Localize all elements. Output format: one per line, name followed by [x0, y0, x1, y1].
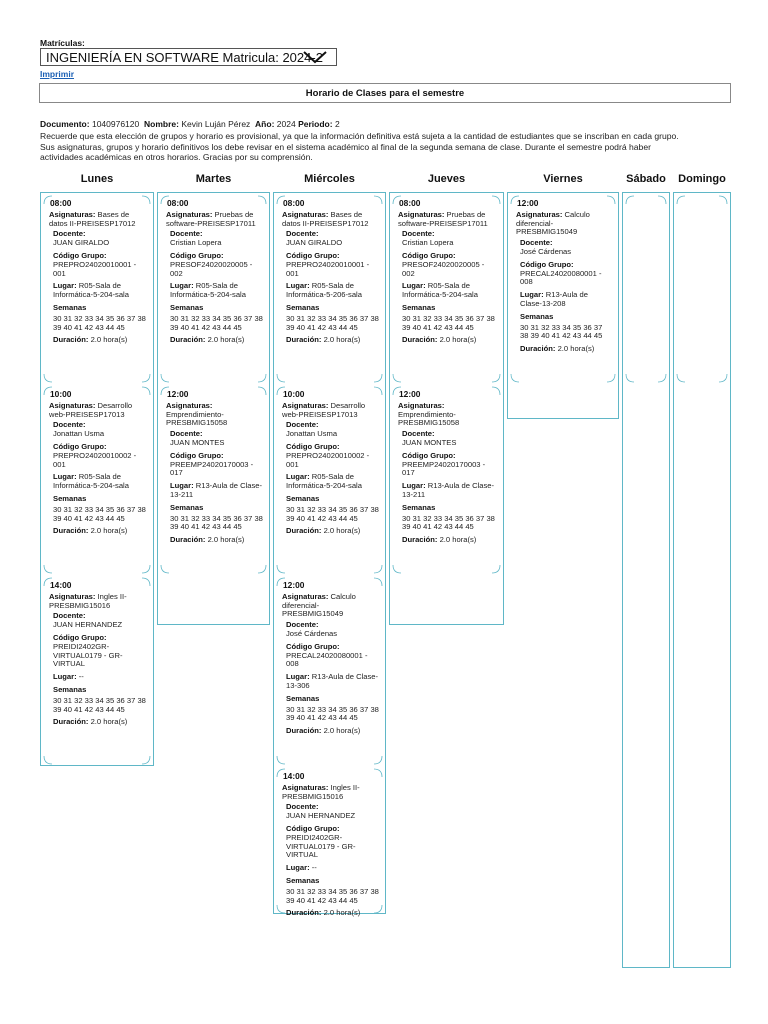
- duracion-field: [286, 727, 379, 736]
- semanas-label: Semanas: [53, 493, 87, 503]
- asignatura-field: [516, 211, 612, 237]
- docente-value: JUAN GIRALDO: [53, 238, 110, 248]
- duracion-value: 2.0 hora(s): [90, 335, 128, 345]
- day-column-lunes: [40, 192, 154, 766]
- semanas-field: [520, 313, 612, 341]
- semanas-label: Semanas: [53, 684, 87, 694]
- duracion-field: [520, 345, 612, 354]
- lugar-value: R05-Sala de Informática-5-206-sala: [286, 281, 362, 300]
- codigo-label: Código Grupo:: [402, 450, 456, 460]
- docente-label: Docente:: [286, 420, 319, 430]
- asignatura-value: Ingles II-PRESBMIG15016: [282, 782, 360, 801]
- codigo-label: Código Grupo:: [286, 823, 340, 833]
- asignatura-value: Ingles II-PRESBMIG15016: [49, 591, 127, 610]
- duracion-value: 2.0 hora(s): [439, 335, 477, 345]
- class-time: 14:00: [283, 771, 305, 781]
- lugar-label: Lugar:: [286, 863, 310, 873]
- asignatura-value: Emprendimiento-PRESBMIG15058: [398, 409, 460, 428]
- docente-field: [53, 612, 147, 630]
- docente-value: JUAN HERNANDEZ: [53, 620, 123, 630]
- docente-label: Docente:: [286, 229, 319, 239]
- duracion-field: [53, 718, 147, 727]
- duracion-value: 2.0 hora(s): [323, 726, 361, 736]
- semanas-label: Semanas: [520, 311, 554, 321]
- semanas-label: Semanas: [170, 302, 204, 312]
- class-entry[interactable]: [41, 390, 153, 536]
- print-link[interactable]: Imprimir: [40, 69, 75, 79]
- day-header-miercoles: Miércoles: [304, 173, 355, 185]
- column-border-ornament: [623, 193, 669, 967]
- duracion-value: 2.0 hora(s): [90, 717, 128, 727]
- codigo-label: Código Grupo:: [402, 250, 456, 260]
- semanas-value: 30 31 32 33 34 35 36 37 38 39 40 41 42 43 44 45: [53, 313, 146, 332]
- docente-value: Jonattan Usma: [286, 429, 338, 439]
- codigo-field: [402, 452, 497, 478]
- day-column-jueves: [389, 192, 504, 625]
- page-title: Horario de Clases para el semestre: [39, 83, 731, 103]
- duracion-label: Duración:: [170, 335, 206, 345]
- lugar-field: [286, 864, 379, 873]
- semanas-field: [53, 304, 147, 332]
- docente-value: JUAN MONTES: [170, 437, 225, 447]
- codigo-field: [286, 252, 379, 278]
- docente-field: [286, 621, 379, 639]
- class-time: 12:00: [283, 580, 305, 590]
- asignatura-field: [166, 211, 263, 229]
- asignaturas-label: Asignaturas:: [166, 400, 213, 410]
- asignatura-value: Calculo diferencial-PRESBMIG15049: [282, 591, 356, 619]
- duracion-value: 2.0 hora(s): [557, 344, 595, 354]
- asignatura-value: Calculo diferencial-PRESBMIG15049: [516, 209, 590, 237]
- docente-value: Cristian Lopera: [402, 238, 454, 248]
- asignaturas-label: Asignaturas:: [49, 209, 96, 219]
- docente-label: Docente:: [53, 229, 86, 239]
- duracion-label: Duración:: [53, 335, 89, 345]
- asignatura-field: [398, 211, 497, 229]
- codigo-value: PREIDI2402GR-VIRTUAL0179 - GR-VIRTUAL: [286, 832, 356, 860]
- day-column-viernes: [507, 192, 619, 419]
- docente-field: [170, 430, 263, 448]
- duracion-label: Duración:: [286, 526, 322, 536]
- docente-value: José Cárdenas: [286, 628, 338, 638]
- codigo-value: PREPRO24020010001 - 001: [286, 259, 370, 278]
- codigo-value: PRESOF24020020005 - 002: [402, 259, 485, 278]
- class-entry[interactable]: [274, 199, 385, 345]
- duracion-field: [402, 536, 497, 545]
- lugar-value: R13-Aula de Clase-13-306: [286, 672, 379, 690]
- matriculas-label: Matrículas:: [40, 38, 85, 48]
- lugar-label: Lugar:: [53, 281, 77, 291]
- class-entry[interactable]: [508, 199, 618, 354]
- asignatura-field: [49, 402, 147, 420]
- codigo-field: [53, 252, 147, 278]
- codigo-label: Código Grupo:: [286, 641, 340, 651]
- day-header-martes: Martes: [195, 173, 232, 185]
- lugar-value: R13-Aula de Clase-13-211: [402, 481, 495, 499]
- duracion-value: 2.0 hora(s): [439, 535, 477, 545]
- day-column-martes: [157, 192, 270, 625]
- asignatura-field: [49, 593, 147, 611]
- asignatura-field: [282, 784, 379, 802]
- day-header-sabado: Sábado: [626, 173, 666, 185]
- codigo-field: [286, 643, 379, 669]
- asignaturas-label: Asignaturas:: [49, 400, 96, 410]
- lugar-label: Lugar:: [53, 672, 77, 682]
- asignatura-field: [166, 402, 263, 428]
- lugar-field: [402, 482, 497, 500]
- lugar-value: R05-Sala de Informática-5-204-sala: [53, 281, 129, 300]
- class-entry[interactable]: [274, 581, 385, 736]
- docente-field: [402, 430, 497, 448]
- lugar-field: [170, 282, 263, 300]
- semanas-label: Semanas: [402, 302, 436, 312]
- asignatura-value: Bases de datos II-PREISESP17012: [282, 209, 369, 228]
- codigo-label: Código Grupo:: [520, 259, 574, 269]
- semanas-value: 30 31 32 33 34 35 36 37 38 39 40 41 42 43 44 45: [286, 886, 379, 905]
- semanas-value: 30 31 32 33 34 35 36 37 38 39 40 41 42 43 44 45: [286, 704, 379, 723]
- lugar-label: Lugar:: [170, 281, 194, 291]
- semanas-label: Semanas: [286, 693, 320, 703]
- semanas-label: Semanas: [286, 302, 320, 312]
- codigo-field: [53, 443, 147, 469]
- codigo-value: PRECAL24020080001 - 008: [286, 650, 368, 669]
- semanas-field: [53, 495, 147, 523]
- duracion-label: Duración:: [286, 726, 322, 736]
- matricula-select[interactable]: [40, 48, 337, 66]
- codigo-field: [170, 252, 263, 278]
- periodo-value: 2: [334, 119, 340, 129]
- lugar-value: --: [311, 863, 317, 873]
- codigo-value: PREEMP24020170003 - 017: [402, 459, 486, 478]
- day-header-lunes: Lunes: [80, 173, 114, 185]
- semanas-value: 30 31 32 33 34 35 36 37 38 39 40 41 42 43 44 45: [286, 504, 379, 523]
- docente-label: Docente:: [520, 238, 553, 248]
- semanas-value: 30 31 32 33 34 35 36 37 38 39 40 41 42 43 44 45: [170, 513, 263, 532]
- codigo-value: PREPRO24020010001 - 001: [53, 259, 137, 278]
- codigo-field: [286, 443, 379, 469]
- docente-field: [286, 803, 379, 821]
- class-entry[interactable]: [158, 390, 269, 545]
- semanas-label: Semanas: [53, 302, 87, 312]
- matricula-select-value: INGENIERÍA EN SOFTWARE Matricula: 2024-2: [46, 49, 323, 65]
- duracion-label: Duración:: [286, 335, 322, 345]
- codigo-field: [402, 252, 497, 278]
- docente-field: [402, 230, 497, 248]
- codigo-label: Código Grupo:: [170, 450, 224, 460]
- lugar-field: [520, 291, 612, 309]
- chevron-down-icon: [302, 50, 328, 64]
- docente-label: Docente:: [170, 429, 203, 439]
- lugar-field: [286, 282, 379, 300]
- duracion-label: Duración:: [520, 344, 556, 354]
- codigo-label: Código Grupo:: [286, 441, 340, 451]
- class-time: 12:00: [517, 198, 539, 208]
- class-entry[interactable]: [41, 581, 153, 727]
- duracion-field: [53, 336, 147, 345]
- docente-field: [286, 230, 379, 248]
- semanas-label: Semanas: [170, 502, 204, 512]
- codigo-field: [170, 452, 263, 478]
- semanas-field: [286, 304, 379, 332]
- docente-field: [53, 230, 147, 248]
- codigo-value: PREIDI2402GR-VIRTUAL0179 - GR-VIRTUAL: [53, 641, 123, 669]
- duracion-field: [53, 527, 147, 536]
- semanas-field: [53, 686, 147, 714]
- semanas-value: 30 31 32 33 34 35 36 37 38 39 40 41 42 43 44 45: [402, 313, 495, 332]
- day-header-jueves: Jueves: [427, 173, 466, 185]
- codigo-label: Código Grupo:: [170, 250, 224, 260]
- duracion-value: 2.0 hora(s): [323, 526, 361, 536]
- docente-label: Docente:: [170, 229, 203, 239]
- codigo-label: Código Grupo:: [53, 441, 107, 451]
- duracion-label: Duración:: [53, 526, 89, 536]
- asignatura-field: [49, 211, 147, 229]
- duracion-field: [170, 336, 263, 345]
- lugar-field: [53, 673, 147, 682]
- lugar-value: R13-Aula de Clase-13-208: [520, 290, 588, 308]
- docente-value: José Cárdenas: [520, 246, 572, 256]
- duracion-field: [402, 336, 497, 345]
- docente-value: Jonattan Usma: [53, 429, 105, 439]
- codigo-label: Código Grupo:: [53, 250, 107, 260]
- codigo-label: Código Grupo:: [53, 632, 107, 642]
- codigo-field: [286, 825, 379, 860]
- lugar-value: R05-Sala de Informática-5-204-sala: [286, 472, 362, 491]
- duracion-label: Duración:: [402, 335, 438, 345]
- docente-label: Docente:: [286, 620, 319, 630]
- lugar-label: Lugar:: [170, 481, 194, 491]
- lugar-value: R13-Aula de Clase-13-211: [170, 481, 263, 499]
- asignatura-value: Emprendimiento-PRESBMIG15058: [166, 409, 228, 428]
- duracion-label: Duración:: [53, 717, 89, 727]
- day-column-miercoles: [273, 192, 386, 918]
- semanas-value: 30 31 32 33 34 35 36 37 38 39 40 41 42 43 44 45: [286, 313, 379, 332]
- asignaturas-label: Asignaturas:: [282, 591, 329, 601]
- docente-value: JUAN MONTES: [402, 437, 457, 447]
- duracion-field: [286, 909, 379, 918]
- day-column-domingo: [673, 192, 731, 968]
- docente-label: Docente:: [402, 229, 435, 239]
- asignatura-value: Bases de datos II-PREISESP17012: [49, 209, 136, 228]
- lugar-label: Lugar:: [286, 281, 310, 291]
- semanas-label: Semanas: [402, 502, 436, 512]
- asignatura-value: Desarrollo web-PREISESP17013: [49, 400, 133, 419]
- codigo-value: PRECAL24020080001 - 008: [520, 268, 602, 287]
- class-entry[interactable]: [41, 199, 153, 345]
- duracion-label: Duración:: [402, 535, 438, 545]
- codigo-value: PREPRO24020010002 - 001: [286, 450, 370, 469]
- lugar-value: R05-Sala de Informática-5-204-sala: [402, 281, 478, 300]
- lugar-field: [286, 473, 379, 491]
- duracion-value: 2.0 hora(s): [207, 535, 245, 545]
- asignatura-field: [282, 402, 379, 420]
- semanas-field: [286, 877, 379, 905]
- duracion-value: 2.0 hora(s): [323, 335, 361, 345]
- asignatura-value: Pruebas de software-PREISESP17011: [166, 209, 256, 228]
- documento-label: Documento:: [40, 119, 90, 129]
- semanas-field: [402, 304, 497, 332]
- lugar-label: Lugar:: [402, 281, 426, 291]
- docente-field: [520, 239, 612, 257]
- class-time: 08:00: [50, 198, 72, 208]
- class-time: 08:00: [283, 198, 305, 208]
- semanas-value: 30 31 32 33 34 35 36 37 38 39 40 41 42 43 44 45: [53, 504, 146, 523]
- codigo-value: PRESOF24020020005 - 002: [170, 259, 253, 278]
- class-entry[interactable]: [390, 199, 503, 345]
- lugar-label: Lugar:: [53, 472, 77, 482]
- asignaturas-label: Asignaturas:: [398, 400, 445, 410]
- semanas-value: 30 31 32 33 34 35 36 37 38 39 40 41 42 43 44 45: [520, 322, 603, 341]
- class-entry[interactable]: [158, 199, 269, 345]
- semanas-field: [286, 495, 379, 523]
- asignaturas-label: Asignaturas:: [398, 209, 445, 219]
- class-time: 10:00: [283, 389, 305, 399]
- asignaturas-label: Asignaturas:: [49, 591, 96, 601]
- asignaturas-label: Asignaturas:: [282, 400, 329, 410]
- column-border-ornament: [674, 193, 730, 967]
- docente-value: JUAN GIRALDO: [286, 238, 343, 248]
- class-entry[interactable]: [274, 772, 385, 918]
- semanas-field: [170, 504, 263, 532]
- duracion-value: 2.0 hora(s): [90, 526, 128, 536]
- semanas-value: 30 31 32 33 34 35 36 37 38 39 40 41 42 43 44 45: [53, 695, 146, 714]
- lugar-value: --: [78, 672, 84, 682]
- asignatura-field: [282, 593, 379, 619]
- class-entry[interactable]: [274, 390, 385, 536]
- day-header-domingo: Domingo: [678, 173, 726, 185]
- asignatura-value: Pruebas de software-PREISESP17011: [398, 209, 488, 228]
- class-time: 12:00: [167, 389, 189, 399]
- lugar-field: [402, 282, 497, 300]
- class-entry[interactable]: [390, 390, 503, 545]
- class-time: 08:00: [167, 198, 189, 208]
- duracion-value: 2.0 hora(s): [323, 908, 361, 918]
- docente-label: Docente:: [286, 802, 319, 812]
- codigo-field: [53, 634, 147, 669]
- class-time: 08:00: [399, 198, 421, 208]
- anio-value: 2024: [276, 119, 296, 129]
- lugar-value: R05-Sala de Informática-5-204-sala: [53, 472, 129, 491]
- asignaturas-label: Asignaturas:: [282, 782, 329, 792]
- codigo-value: PREPRO24020010002 - 001: [53, 450, 137, 469]
- class-time: 14:00: [50, 580, 72, 590]
- lugar-value: R05-Sala de Informática-5-204-sala: [170, 281, 246, 300]
- docente-value: JUAN HERNANDEZ: [286, 811, 356, 821]
- lugar-label: Lugar:: [286, 472, 310, 482]
- semanas-value: 30 31 32 33 34 35 36 37 38 39 40 41 42 43 44 45: [170, 313, 263, 332]
- asignaturas-label: Asignaturas:: [516, 209, 563, 219]
- semanas-label: Semanas: [286, 875, 320, 885]
- day-header-viernes: Viernes: [543, 173, 583, 185]
- provisional-notice: Recuerde que esta elección de grupos y horario es provisional, ya que la información definitiva está sujeta a la cantidad de estudiantes que se inscriban en cada grupo. Sus asignaturas, grupos y horario definitivos los debe revisar en el sistema académico al final de la segunda semana de clase. Durante el semestre podrá haber actividades académicas en otros horarios. Gracias por su comprensión.: [40, 131, 679, 162]
- student-info: [40, 119, 340, 129]
- class-time: 10:00: [50, 389, 72, 399]
- asignatura-value: Desarrollo web-PREISESP17013: [282, 400, 366, 419]
- duracion-field: [286, 336, 379, 345]
- duracion-label: Duración:: [170, 535, 206, 545]
- codigo-field: [520, 261, 612, 287]
- day-column-sabado: [622, 192, 670, 968]
- docente-field: [53, 421, 147, 439]
- anio-label: Año:: [255, 119, 275, 129]
- nombre-value: Kevin Luján Pérez: [181, 119, 251, 129]
- docente-field: [286, 421, 379, 439]
- docente-label: Docente:: [53, 420, 86, 430]
- lugar-field: [170, 482, 263, 500]
- semanas-label: Semanas: [286, 493, 320, 503]
- duracion-value: 2.0 hora(s): [207, 335, 245, 345]
- periodo-label: Periodo:: [298, 119, 333, 129]
- lugar-label: Lugar:: [286, 672, 310, 682]
- asignatura-field: [282, 211, 379, 229]
- docente-label: Docente:: [53, 611, 86, 621]
- duracion-field: [170, 536, 263, 545]
- lugar-label: Lugar:: [402, 481, 426, 491]
- documento-value: 1040976120: [91, 119, 140, 129]
- docente-value: Cristian Lopera: [170, 238, 222, 248]
- docente-label: Docente:: [402, 429, 435, 439]
- codigo-value: PREEMP24020170003 - 017: [170, 459, 254, 478]
- lugar-field: [53, 473, 147, 491]
- duracion-field: [286, 527, 379, 536]
- asignaturas-label: Asignaturas:: [166, 209, 213, 219]
- class-time: 12:00: [399, 389, 421, 399]
- lugar-label: Lugar:: [520, 290, 544, 300]
- semanas-field: [286, 695, 379, 723]
- lugar-field: [53, 282, 147, 300]
- codigo-label: Código Grupo:: [286, 250, 340, 260]
- nombre-label: Nombre:: [143, 119, 179, 129]
- asignaturas-label: Asignaturas:: [282, 209, 329, 219]
- duracion-label: Duración:: [286, 908, 322, 918]
- semanas-field: [402, 504, 497, 532]
- semanas-field: [170, 304, 263, 332]
- asignatura-field: [398, 402, 497, 428]
- docente-field: [170, 230, 263, 248]
- lugar-field: [286, 673, 379, 691]
- semanas-value: 30 31 32 33 34 35 36 37 38 39 40 41 42 43 44 45: [402, 513, 495, 532]
